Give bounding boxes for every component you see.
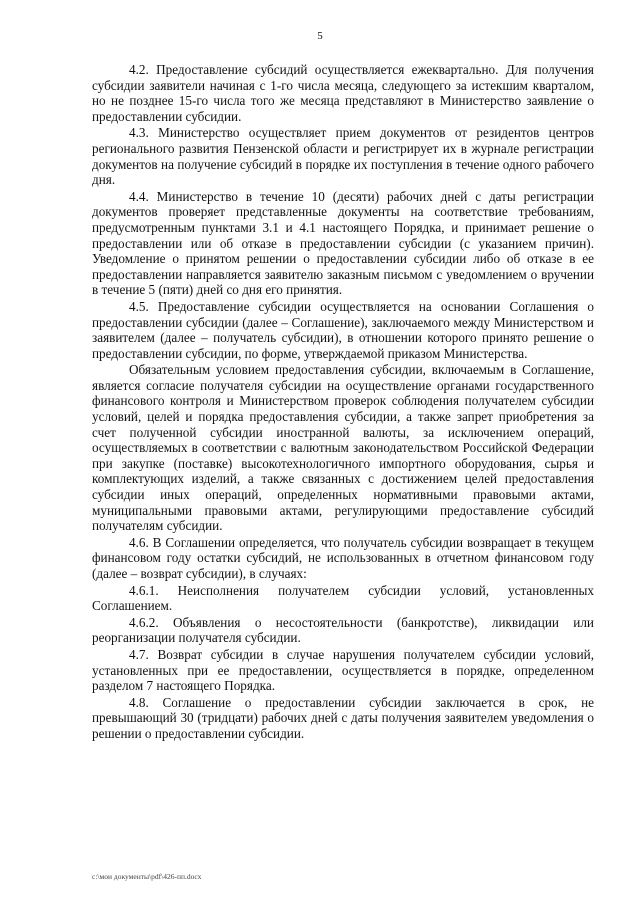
- document-body: [92, 62, 594, 743]
- paragraph-4-2: 4.2. Предоставление субсидий осуществляется ежеквартально. Для получения субсидии заявители начиная с 1-го числа месяца, следующего за истекшим кварталом, но не позднее 15-го числа того же месяца представляют в Министерство заявление о предоставлении субсидии.: [92, 62, 594, 124]
- paragraph-4-4: 4.4. Министерство в течение 10 (десяти) рабочих дней с даты регистрации документов проверяет представленные документы на соответствие требованиям, предусмотренным пунктами 3.1 и 4.1 настоящего Порядка, и принимает решение о предоставлении или об отказе в предоставлении субсидии (с указанием причин). Уведомление о принятом решении о предоставлении субсидии либо об отказе в ее предоставлении направляется заявителю заказным письмом с уведомлением о вручении в течение 5 (пяти) дней со дня его принятия.: [92, 188, 594, 298]
- footer-file-path: c:\мои документы\pdf\426-пп.docx: [92, 872, 202, 881]
- page-number: 5: [317, 30, 323, 42]
- paragraph-4-3: 4.3. Министерство осуществляет прием документов от резидентов центров регионального развития Пензенской области и регистрирует их в журнале регистрации документов на получение субсидий в порядке их поступления в течение одного рабочего дня.: [92, 125, 594, 188]
- paragraph-4-6: 4.6. В Соглашении определяется, что получатель субсидии возвращает в текущем финансовом году остатки субсидий, не использованных в отчетном финансовом году (далее – возврат субсидии), в случаях:: [92, 534, 594, 581]
- paragraph-4-8: 4.8. Соглашение о предоставлении субсидии заключается в срок, не превышающий 30 (тридцати) рабочих дней с даты получения заявителем уведомления о решении о предоставлении субсидии.: [92, 694, 594, 741]
- paragraph-4-7: 4.7. Возврат субсидии в случае нарушения получателем субсидии условий, установленных при ее предоставлении, осуществляется в порядке, определенном разделом 7 настоящего Порядка.: [92, 646, 594, 694]
- paragraph-4-6-1: 4.6.1. Неисполнения получателем субсидии условий, установленных Соглашением.: [92, 582, 594, 614]
- paragraph-4-6-2: 4.6.2. Объявления о несостоятельности (банкротстве), ликвидации или реорганизации получателя субсидии.: [92, 614, 594, 646]
- paragraph-4-5: 4.5. Предоставление субсидии осуществляется на основании Соглашения о предоставлении субсидии (далее – Соглашение), заключаемого между Министерством и заявителем (далее – получатель субсидии), в отношении которого принято решение о предоставлении субсидии, по форме, утверждаемой приказом Министерства.: [92, 298, 594, 361]
- paragraph-mandatory-condition: Обязательным условием предоставления субсидии, включаемым в Соглашение, является согласие получателя субсидии на осуществление органами государственного финансового контроля и Министерством проверок соблюдения получателем субсидии условий, целей и порядка предоставления субсидии, а также запрет приобретения за счет полученной субсидии иностранной валюты, за исключением операций, осуществляемых в соответствии с валютным законодательством Российской Федерации при закупке (поставке) высокотехнологичного импортного оборудования, сырья и комплектующих изделий, а также связанных с достижением целей предоставления субсидии иных операций, определенных нормативными правовыми актами, муниципальными правовыми актами, регулирующими предоставление субсидий получателям субсидии.: [92, 362, 594, 534]
